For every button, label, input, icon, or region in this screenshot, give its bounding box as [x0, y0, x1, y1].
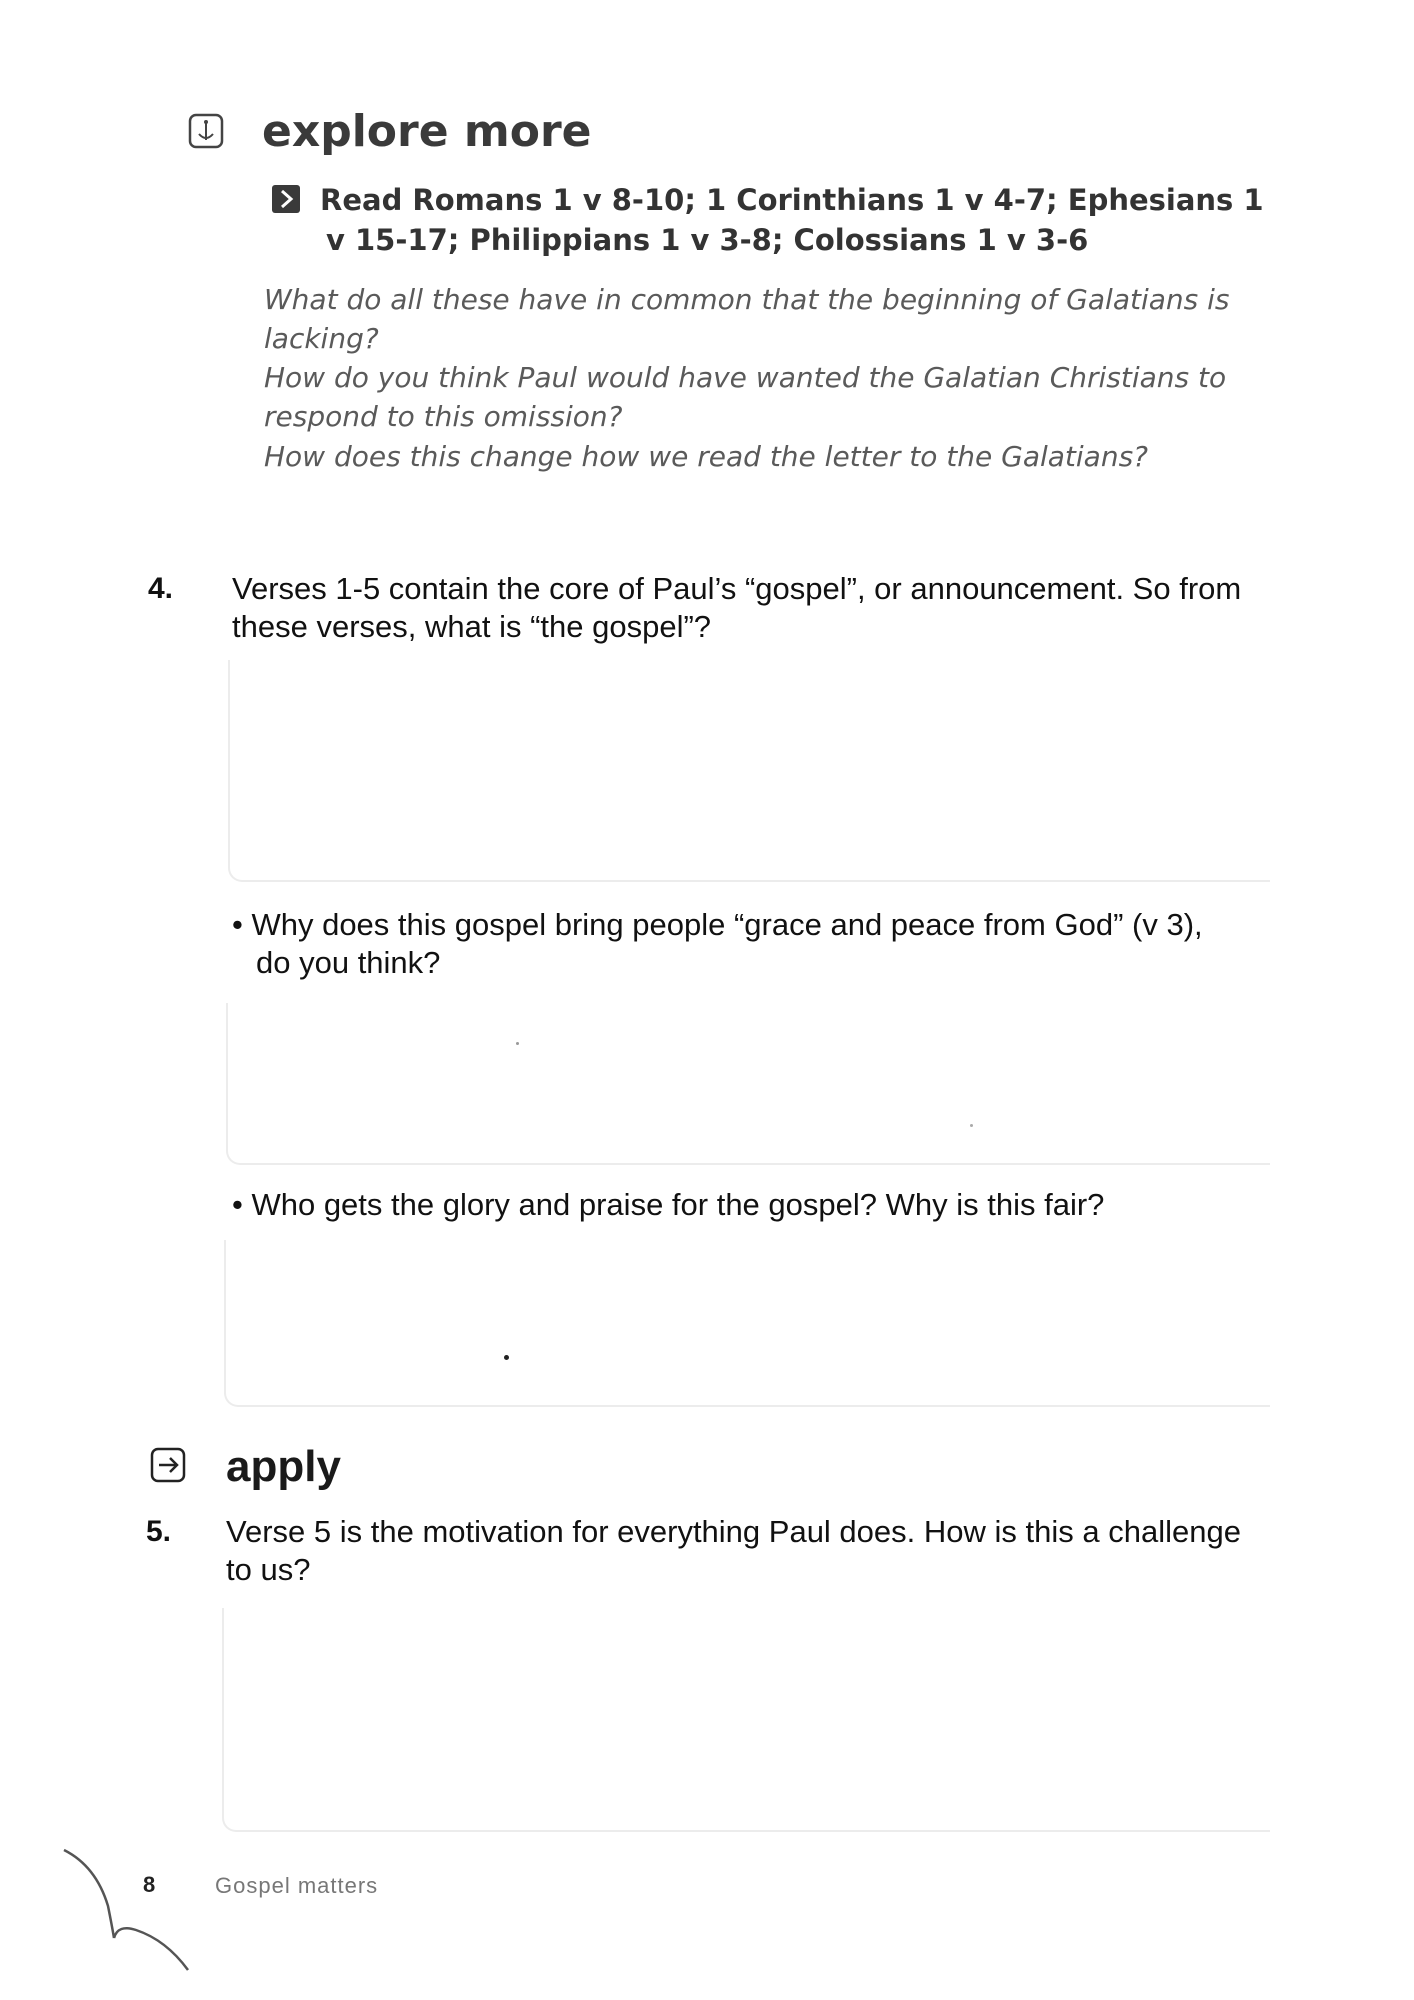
answer-space[interactable]	[226, 1003, 1270, 1165]
question-line: • Why does this gospel bring people “grace and peace from God” (v 3),	[232, 907, 1203, 942]
question-line: Verse 5 is the motivation for everything Paul does. How is this a challenge	[226, 1514, 1241, 1549]
question-line: Verses 1-5 contain the core of Paul’s “gospel”, or announcement. So from	[232, 571, 1242, 606]
answer-space[interactable]	[224, 1240, 1270, 1407]
page-corner-swoosh	[56, 1846, 196, 1976]
question-line: these verses, what is “the gospel”?	[232, 609, 712, 644]
question-text	[232, 570, 1292, 646]
explore-question	[264, 280, 1264, 358]
scan-speck	[970, 1124, 973, 1127]
question-line: What do all these have in common that the beginning of Galatians is	[264, 283, 1230, 316]
question-text	[226, 1513, 1286, 1589]
answer-space[interactable]	[222, 1608, 1270, 1832]
question-number: 4.	[148, 572, 174, 605]
reference-line: v 15-17; Philippians 1 v 3-8; Colossians 1 v 3-6	[326, 223, 1089, 257]
answer-space[interactable]	[228, 660, 1270, 882]
explore-question	[264, 358, 1264, 436]
explore-question	[264, 437, 1264, 476]
question-line: • Who gets the glory and praise for the gospel? Why is this fair?	[232, 1187, 1105, 1222]
reference-line: Read Romans 1 v 8-10; 1 Corinthians 1 v 4-7; Ephesians 1	[320, 183, 1264, 217]
arrow-right-icon	[271, 184, 301, 214]
apply-heading: apply	[226, 1442, 341, 1491]
explore-more-heading: explore more	[262, 106, 592, 157]
question-line: respond to this omission?	[264, 400, 623, 433]
book-title: Gospel matters	[215, 1873, 379, 1898]
bullet-question	[232, 906, 1292, 982]
question-line: do you think?	[256, 945, 441, 980]
anchor-icon	[188, 113, 224, 149]
question-line: How does this change how we read the letter to the Galatians?	[264, 440, 1149, 473]
page-number: 8	[143, 1872, 156, 1897]
question-number: 5.	[146, 1515, 172, 1548]
scan-speck	[516, 1042, 519, 1045]
question-line: How do you think Paul would have wanted the Galatian Christians to	[264, 361, 1227, 394]
question-line: to us?	[226, 1552, 311, 1587]
bible-references	[320, 180, 1280, 260]
question-line: lacking?	[264, 322, 379, 355]
scan-speck	[504, 1355, 509, 1360]
arrow-box-icon	[150, 1447, 186, 1483]
bullet-question	[232, 1186, 1292, 1224]
